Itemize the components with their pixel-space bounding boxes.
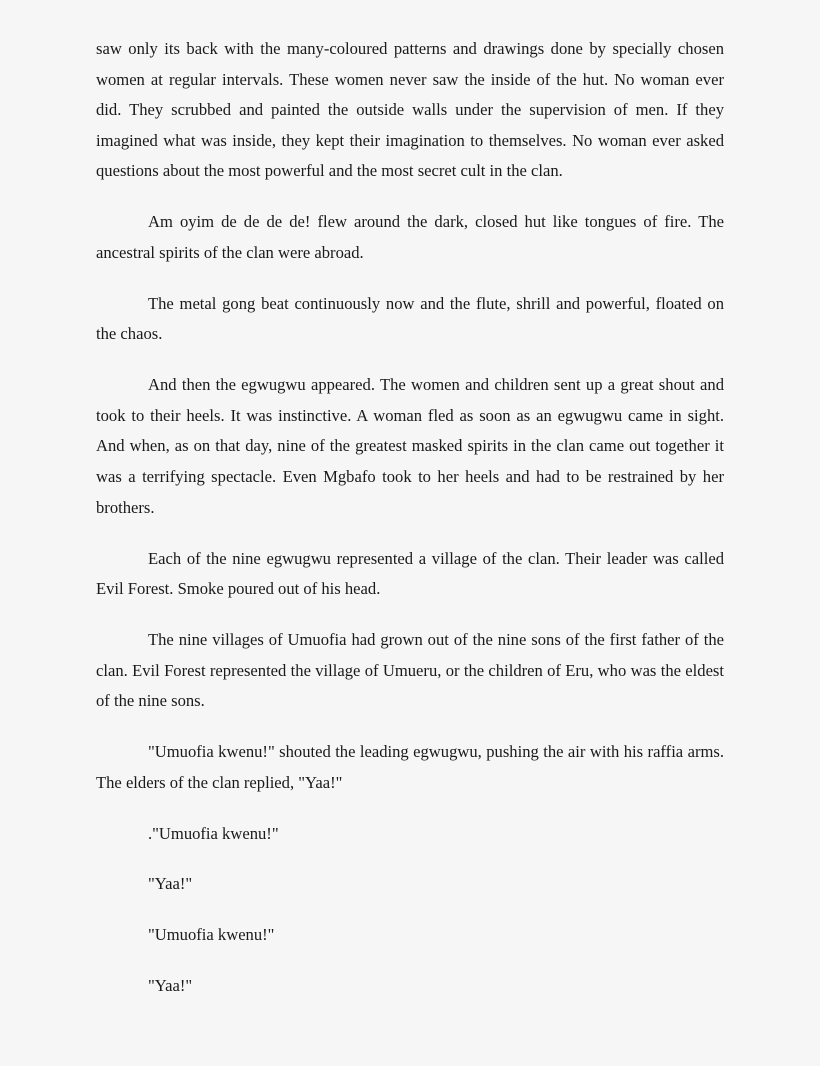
paragraph: "Umuofia kwenu!" shouted the leading egwugwu, pushing the air with his raffia arms. The elders of the clan replied, "Yaa!" [96, 742, 724, 792]
dialogue-line: ."Umuofia kwenu!" [148, 823, 279, 843]
dialogue-line: "Umuofia kwenu!" [148, 925, 275, 945]
paragraph: Each of the nine egwugwu represented a village of the clan. Their leader was called Evil Forest. Smoke poured out of his head. [96, 548, 724, 599]
dialogue-line: "Yaa!" [148, 976, 193, 996]
paragraph: Am oyim de de de de! flew around the dark, closed hut like tongues of fire. The ancestral spirits of the clan were abroad. [96, 212, 724, 262]
paragraph: And then the egwugwu appeared. The women and children sent up a great shout and took to their heels. It was instinctive. A woman fled as soon as an egwugwu came in sight. And when, as on that day, nine of the greatest masked spirits in the clan came out together it was a terrifying spectacle. Even Mgbafo took to her heels and had to be restrained by her brothers. [96, 375, 724, 517]
paragraph: saw only its back with the many-coloured patterns and drawings done by specially chosen women at regular intervals. These women never saw the inside of the hut. No woman ever did. They scrubbed and painted the outside walls under the supervision of men. If they imagined what was inside, they kept their imagination to themselves. No woman ever asked questions about the most powerful and the most secret cult in the clan. [96, 39, 724, 181]
paragraph: The nine villages of Umuofia had grown out of the nine sons of the first father of the clan. Evil Forest represented the village of Umueru, or the children of Eru, who was the eldest of the nine sons. [96, 629, 724, 711]
document-page [96, 34, 724, 1022]
dialogue-line: "Yaa!" [148, 874, 193, 894]
paragraph: The metal gong beat continuously now and the flute, shrill and powerful, floated on the chaos. [96, 293, 724, 344]
